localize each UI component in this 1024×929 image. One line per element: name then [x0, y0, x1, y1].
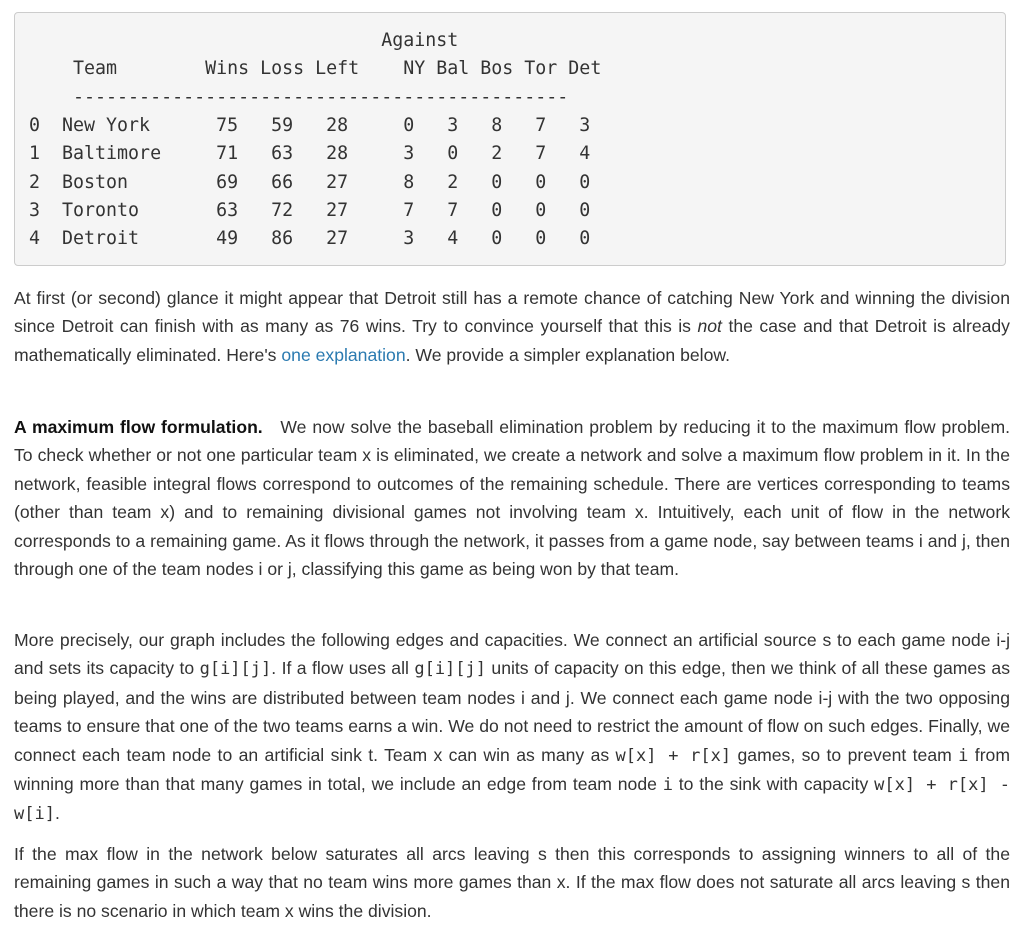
section-heading: A maximum flow formulation.: [14, 417, 263, 437]
edges-text-1: More precisely, our graph includes the following edges and capacities. We connect an artificial source s to each game node i-j and sets its capacity to: [14, 630, 1010, 679]
one-explanation-link[interactable]: one explanation: [281, 344, 406, 365]
code-g-ij: g[i][j]: [199, 659, 272, 680]
table-row-detroit: 4 Detroit 49 86 27 3 4 0 0 0: [29, 228, 591, 249]
saturation-paragraph: If the max flow in the network below saturates all arcs leaving s then this corresponds to assigning winners to all of the remaining games in such a way that no team wins more games than x. If the max flow does not saturate all arcs leaving s then there is no scenario in which team x wins the division.: [14, 844, 1010, 921]
emphasis-not: not: [697, 316, 722, 337]
table-row-baltimore: 1 Baltimore 71 63 28 3 0 2 7 4: [29, 143, 591, 164]
table-row-toronto: 3 Toronto 63 72 27 7 7 0 0 0: [29, 200, 591, 221]
intro-text-3: . We provide a simpler explanation below.: [405, 344, 730, 365]
header-columns: Team Wins Loss Left NY Bal Bos Tor Det: [29, 58, 602, 79]
code-wx-rx: w[x] + r[x]: [615, 745, 732, 766]
edges-text-4: games, so to prevent team: [731, 744, 959, 765]
edges-text-7: .: [54, 803, 60, 824]
table-row-boston: 2 Boston 69 66 27 8 2 0 0 0: [29, 172, 591, 193]
standings-table: [14, 12, 1006, 266]
edges-text-3: units of capacity on this edge, then we think of all these games as being played, and the wins are distributed between team nodes i and j. We connect each game node i-j with the two opposing teams to ensure that one of the two teams earns a win. We do not need to restrict the amount of flow on such edges. Finally, we connect each team node to an artificial sink t. Team x can win as many as: [14, 658, 1010, 765]
intro-paragraph: [14, 284, 1010, 369]
edges-paragraph: [14, 626, 1010, 829]
intro-text-2: the case and that Detroit is already mathematically eliminated. Here's: [14, 316, 1010, 365]
max-flow-paragraph: [14, 413, 1010, 583]
intro-text: At first (or second) glance it might appear that Detroit still has a remote chance of catching New York and winning the division since Detroit can finish with as many as 76 wins. Try to convince yourself that this is: [14, 288, 1010, 337]
header-rule: ---------------------------------------------: [29, 87, 569, 108]
code-i: i: [958, 745, 969, 766]
edges-text-2: . If a flow uses all: [271, 658, 415, 679]
header-against: Against: [29, 30, 459, 51]
edges-text-5: from winning more than that many games in total, we include an edge from team node: [14, 744, 1010, 795]
code-capacity: w[x] + r[x] - w[i]: [14, 775, 1011, 825]
max-flow-text: We now solve the baseball elimination problem by reducing it to the maximum flow problem. To check whether or not one particular team x is eliminated, we create a network and solve a maximum flow problem in it. In the network, feasible integral flows correspond to outcomes of the remaining schedule. There are vertices corresponding to teams (other than team x) and to remaining divisional games not involving team x. Intuitively, each unit of flow in the network corresponds to a remaining game. As it flows through the network, it passes from a game node, say between teams i and j, then through one of the team nodes i or j, classifying this game as being won by that team.: [14, 417, 1010, 580]
table-row-new-york: 0 New York 75 59 28 0 3 8 7 3: [29, 115, 591, 136]
edges-text-6: to the sink with capacity: [672, 774, 875, 795]
code-g-ij-2: g[i][j]: [414, 659, 486, 680]
code-i-2: i: [662, 775, 673, 796]
